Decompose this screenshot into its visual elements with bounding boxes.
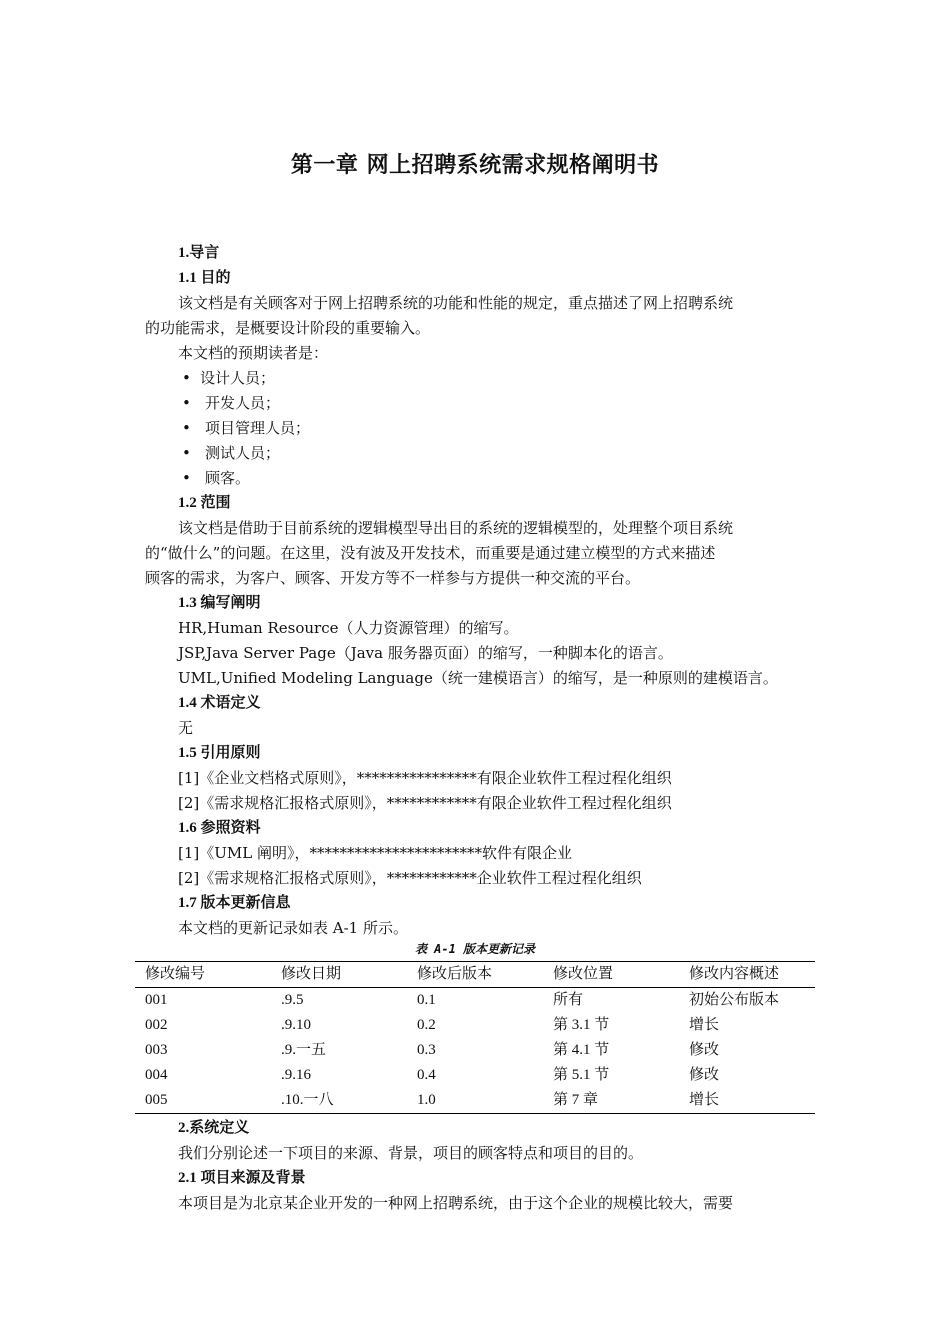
reader-item: 项目管理人员； [205,419,311,437]
bullet-icon: • [182,394,191,412]
table-cell: 0.1 [417,992,436,1008]
heading-1-5: 1.5 引用原则 [178,745,261,761]
heading-1-1: 1.1 目的 [178,270,231,286]
heading-1-3: 1.3 编写阐明 [178,595,261,611]
table-cell: 初始公布版本 [689,992,780,1008]
table-cell: 修改 [689,1042,720,1058]
table-header-row [135,962,815,988]
table-cell: 001 [145,992,168,1008]
table-cell: 第 3.1 节 [553,1017,610,1033]
version-table [135,961,815,1114]
table-cell: 第 5.1 节 [553,1067,610,1083]
heading-1: 1.导言 [178,245,220,261]
column-header: 修改编号 [145,966,206,982]
readers-intro: 本文档的预期读者是： [178,344,329,362]
reader-item: 测试人员； [205,444,281,462]
table-cell: 0.3 [417,1042,436,1058]
heading-2: 2.系统定义 [178,1120,250,1136]
paragraph-purpose-line2: 的功能需求，是概要设计阶段的重要输入。 [145,319,431,337]
reader-item: 开发人员； [205,394,281,412]
reference-item: [1]《UML 阐明》，***********************软件有限企业 [178,844,572,862]
table-cell: .9.5 [281,992,304,1008]
heading-1-6: 1.6 参照资料 [178,820,261,836]
reference-item: [1]《企业文档格式原则》，****************有限企业软件工程过程化组织 [178,769,672,787]
table-cell: 0.2 [417,1017,436,1033]
heading-1-4: 1.4 术语定义 [178,695,261,711]
paragraph-system-definition: 我们分别论述一下项目的来源、背景，项目的顾客特点和项目的目的。 [178,1144,644,1162]
table-cell: 1.0 [417,1092,436,1108]
bullet-icon: • [182,369,191,387]
table-cell: .10.一八 [281,1092,334,1108]
table-cell: 修改 [689,1067,720,1083]
table-row [135,988,815,1014]
heading-1-7: 1.7 版本更新信息 [178,895,291,911]
table-cell: .9.一五 [281,1042,327,1058]
table-row [135,1063,815,1088]
table-caption: 表 A-1 版本更新记录 [414,942,536,956]
heading-1-2: 1.2 范围 [178,495,231,511]
table-cell: 增长 [689,1017,720,1033]
table-cell: 第 7 章 [553,1092,599,1108]
table-row [135,1013,815,1038]
table-cell: 所有 [553,992,584,1008]
table-cell: 增长 [689,1092,720,1108]
table-row [135,1038,815,1063]
abbreviation-item: UML,Unified Modeling Language（统一建模语言）的缩写，是一种原则的建模语言。 [178,669,778,687]
paragraph-project-source: 本项目是为北京某企业开发的一种网上招聘系统，由于这个企业的规模比较大，需要 [178,1194,734,1212]
page-title: 第一章 网上招聘系统需求规格阐明书 [290,153,660,178]
table-cell: 003 [145,1042,168,1058]
column-header: 修改后版本 [417,966,493,982]
bullet-icon: • [182,419,191,437]
abbreviation-item: HR,Human Resource（人力资源管理）的缩写。 [178,619,519,637]
table-cell: .9.10 [281,1017,311,1033]
version-intro: 本文档的更新记录如表 A-1 所示。 [178,919,408,937]
table-row [135,1088,815,1114]
paragraph-scope-line2: 的“做什么”的问题。在这里，没有波及开发技术，而重要是通过建立模型的方式来描述 [145,544,716,562]
table-cell: 002 [145,1017,168,1033]
heading-2-1: 2.1 项目来源及背景 [178,1170,306,1186]
table-cell: 004 [145,1067,168,1083]
table-cell: 0.4 [417,1067,436,1083]
column-header: 修改位置 [553,966,614,982]
paragraph-purpose-line1: 该文档是有关顾客对于网上招聘系统的功能和性能的规定，重点描述了网上招聘系统 [178,294,734,312]
bullet-icon: • [182,469,191,487]
column-header: 修改内容概述 [689,966,780,982]
column-header: 修改日期 [281,966,342,982]
paragraph-scope-line3: 顾客的需求，为客户、顾客、开发方等不一样参与方提供一种交流的平台。 [145,569,641,587]
reference-item: [2]《需求规格汇报格式原则》，************企业软件工程过程化组织 [178,869,642,887]
reference-item: [2]《需求规格汇报格式原则》，************有限企业软件工程过程化组织 [178,794,672,812]
abbreviation-item: JSP,Java Server Page（Java 服务器页面）的缩写，一种脚本化的语言。 [178,644,673,662]
bullet-icon: • [182,444,191,462]
table-cell: .9.16 [281,1067,311,1083]
table-cell: 第 4.1 节 [553,1042,610,1058]
reader-item: 设计人员； [200,369,276,387]
paragraph-scope-line1: 该文档是借助于目前系统的逻辑模型导出目的系统的逻辑模型的，处理整个项目系统 [178,519,734,537]
reader-item: 顾客。 [205,469,251,487]
table-cell: 005 [145,1092,168,1108]
terms-content: 无 [178,719,194,737]
